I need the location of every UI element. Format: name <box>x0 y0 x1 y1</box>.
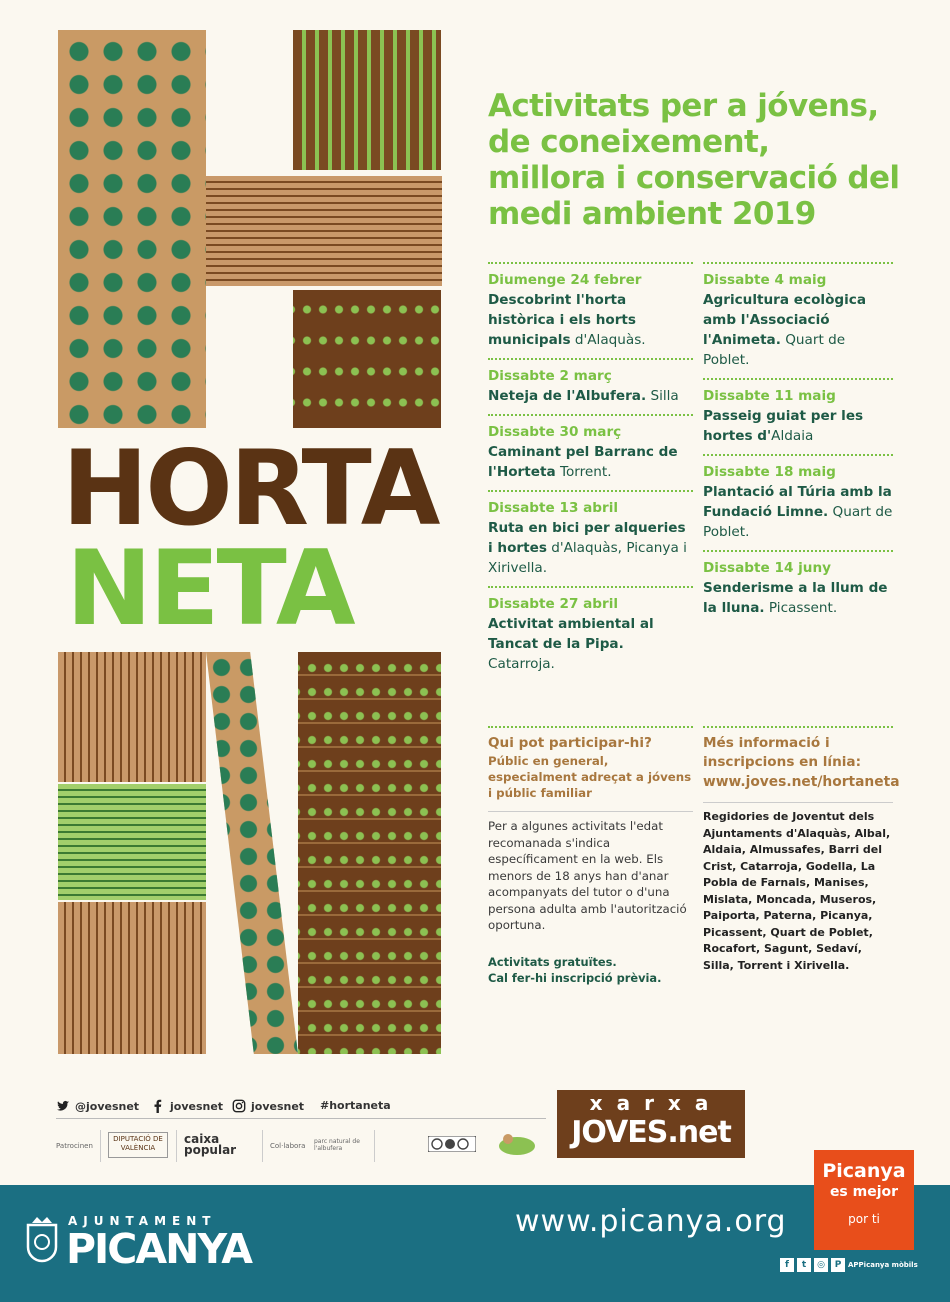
word-horta: HORTA <box>62 429 438 549</box>
event-item <box>488 594 693 674</box>
website-link[interactable]: www.picanya.org <box>515 1204 787 1239</box>
event-item <box>703 270 893 370</box>
h-bottom-right-block <box>293 290 441 428</box>
event-place: Quart de Poblet. <box>703 504 893 540</box>
app-label: APPicanya mòbils <box>848 1261 918 1269</box>
event-title: Ruta en bici per alqueries i hortes <box>488 520 686 556</box>
promo-tag: por ti <box>848 1212 880 1226</box>
divider <box>703 454 893 462</box>
twitter-icon <box>56 1099 70 1113</box>
event-date: Dissabte 18 maig <box>703 464 836 480</box>
divider <box>703 726 893 734</box>
h-crossbar <box>206 176 442 286</box>
event-item <box>488 366 693 406</box>
sponsors-row <box>56 1126 546 1166</box>
headline-line-1: Activitats per a jóvens, <box>488 88 879 124</box>
participants-question: Qui pot participar-hi? <box>488 735 652 751</box>
info-url[interactable]: www.joves.net/hortaneta <box>703 774 900 790</box>
event-title: Passeig guiat per les hortes d' <box>703 408 864 444</box>
event-title: Descobrint l'horta històrica i els horts municipals <box>488 292 636 348</box>
event-item <box>488 422 693 482</box>
promo-brand: Picanya <box>822 1160 906 1182</box>
promo-badge <box>814 1150 914 1250</box>
facebook-link[interactable] <box>151 1099 223 1113</box>
divider <box>488 262 693 270</box>
word-neta: NETA <box>66 529 353 649</box>
divider <box>488 586 693 594</box>
promo-line: es mejor <box>829 1184 899 1200</box>
hashtag: #hortaneta <box>320 1099 391 1112</box>
joves-net-word: JOVES.net <box>571 1115 731 1150</box>
event-place: Torrent. <box>555 464 612 480</box>
ajuntament-label: AJUNTAMENT <box>68 1214 217 1228</box>
app-links <box>780 1258 918 1272</box>
event-date: Dissabte 11 maig <box>703 388 836 404</box>
event-date: Dissabte 13 abril <box>488 500 619 516</box>
events-left-column <box>488 262 693 682</box>
event-item <box>488 498 693 578</box>
divider <box>488 358 693 366</box>
n-diagonal <box>206 652 298 1054</box>
event-place: Aldaia <box>771 428 814 444</box>
divider <box>488 490 693 498</box>
xarxa-joves-logo <box>557 1090 745 1158</box>
info-left <box>488 726 693 987</box>
divider <box>100 1130 101 1162</box>
event-item <box>703 558 893 618</box>
twitter-handle: @jovesnet <box>75 1100 140 1113</box>
town-crest-icon <box>22 1215 62 1271</box>
event-place: Quart de Poblet. <box>703 332 846 368</box>
diputacio-logo: DIPUTACIÓ DE VALÈNCIA <box>108 1132 168 1158</box>
age-note: Per a algunes activitats l'edat recomanada s'indica específicament en la web. Els menors de 18 anys han d'anar acompanyats del tutor o d'una persona adulta amb l'autorització oportuna. <box>488 811 693 934</box>
social-row <box>56 1096 546 1119</box>
n-left-bottom <box>58 902 206 1054</box>
more-info-label: Més informació i inscripcions en línia: <box>703 735 862 770</box>
creative-commons-icon <box>428 1136 476 1152</box>
instagram-icon[interactable]: ◎ <box>814 1258 828 1272</box>
event-date: Dissabte 4 maig <box>703 272 827 288</box>
instagram-handle: jovesnet <box>251 1100 305 1113</box>
event-title: Agricultura ecològica amb l'Associació l'Animeta. <box>703 292 867 348</box>
headline-line-4: medi ambient 2019 <box>488 196 816 232</box>
event-item <box>703 386 893 446</box>
facebook-icon <box>151 1099 165 1113</box>
event-title: Senderisme a la llum de la lluna. <box>703 580 888 616</box>
picanya-wordmark: PICANYA <box>66 1225 251 1273</box>
event-title: Plantació al Túria amb la Fundació Limne. <box>703 484 892 520</box>
event-date: Dissabte 2 març <box>488 368 612 384</box>
divider <box>488 726 693 734</box>
parc-albufera-logo: parc natural de l'albufera <box>314 1138 360 1152</box>
xarxa-word: xarxa <box>589 1091 723 1115</box>
twitter-link[interactable] <box>56 1099 139 1113</box>
n-left-top <box>58 652 206 782</box>
h-top-right-block <box>293 30 441 170</box>
divider <box>703 550 893 558</box>
event-place: Silla <box>646 388 679 404</box>
organizers: Regidories de Joventut dels Ajuntaments d'Alaquàs, Albal, Aldaia, Almussafes, Barri del Crist, Catarroja, Godella, La Pobla de Farnals, Manises, Mislata, Moncada, Museros, Paiporta, Paterna, Picanya, Picassent, Quart de Poblet, Rocafort, Sagunt, Sedaví, Silla, Torrent i Xirivella. <box>703 802 893 974</box>
h-left-column <box>58 30 206 428</box>
divider <box>703 262 893 270</box>
event-item <box>488 270 693 350</box>
headline-line-3: millora i conservació del <box>488 160 900 196</box>
twitter-icon[interactable]: t <box>797 1258 811 1272</box>
headline-line-2: de coneixement, <box>488 124 770 160</box>
info-right <box>703 726 900 974</box>
event-date: Dissabte 14 juny <box>703 560 832 576</box>
event-place: Catarroja. <box>488 656 555 672</box>
event-place: Picassent. <box>764 600 838 616</box>
participants-audience: Públic en general, especialment adreçat a jóvens i públic familiar <box>488 754 692 800</box>
divider <box>176 1130 177 1162</box>
facebook-icon[interactable]: f <box>780 1258 794 1272</box>
event-title: Activitat ambiental al Tancat de la Pipa. <box>488 616 654 652</box>
free-note-1: Activitats gratuïtes. <box>488 954 617 969</box>
event-title: Neteja de l'Albufera. <box>488 388 647 404</box>
divider <box>374 1130 375 1162</box>
event-title: Caminant pel Barranc de l'Horteta <box>488 444 678 480</box>
partner-logo-icon <box>496 1130 538 1158</box>
event-item <box>703 462 893 542</box>
instagram-icon <box>232 1099 246 1113</box>
divider <box>703 378 893 386</box>
event-place: d'Alaquàs, Picanya i Xirivella. <box>488 540 687 576</box>
instagram-link[interactable] <box>232 1099 304 1113</box>
event-date: Dissabte 30 març <box>488 424 622 440</box>
event-date: Dissabte 27 abril <box>488 596 619 612</box>
app-icon[interactable]: P <box>831 1258 845 1272</box>
headline <box>488 88 908 232</box>
divider <box>488 414 693 422</box>
events-right-column <box>703 262 893 626</box>
caixa-popular-logo: caixa popular <box>184 1132 237 1157</box>
event-date: Diumenge 24 febrer <box>488 272 642 288</box>
free-note-2: Cal fer-hi inscripció prèvia. <box>488 971 662 985</box>
label-collabora: Col·labora <box>270 1142 306 1150</box>
label-patrocinen: Patrocinen <box>56 1142 93 1150</box>
facebook-handle: jovesnet <box>170 1100 224 1113</box>
n-right-column <box>298 652 441 1054</box>
n-left-middle <box>58 784 206 900</box>
divider <box>262 1130 263 1162</box>
event-place: d'Alaquàs. <box>570 332 646 348</box>
